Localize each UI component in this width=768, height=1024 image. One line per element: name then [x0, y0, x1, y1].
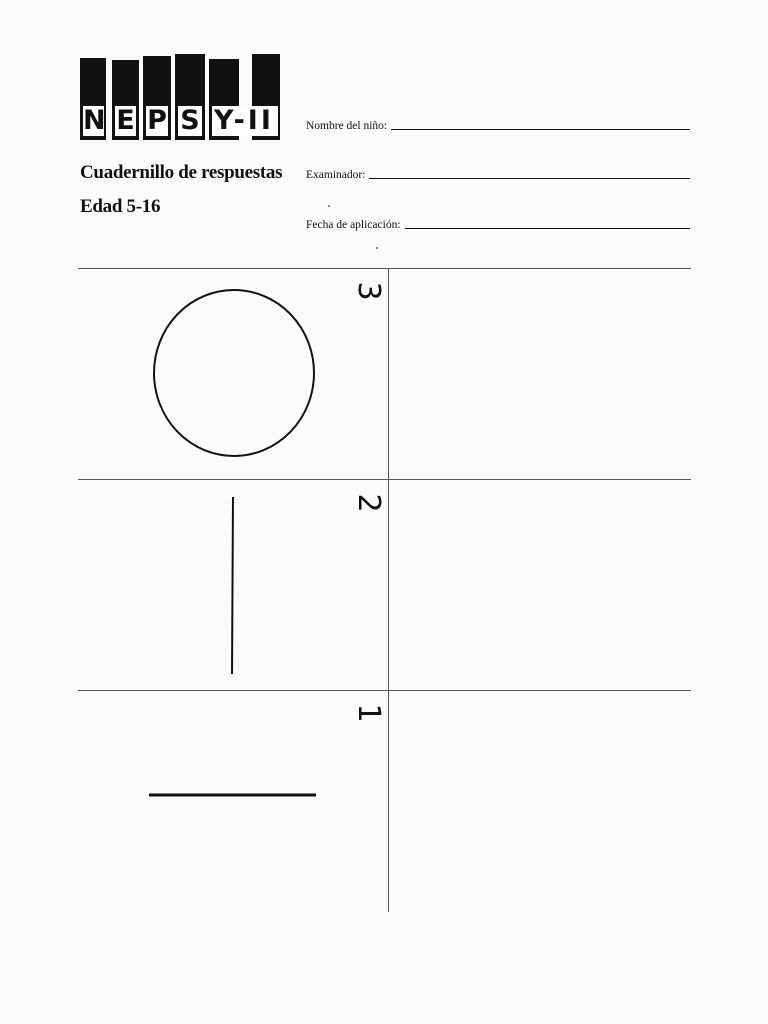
child-name-field[interactable] — [306, 116, 690, 132]
grid-line-lower — [78, 690, 691, 691]
examiner-line[interactable] — [369, 178, 690, 179]
examiner-field[interactable] — [306, 165, 690, 181]
date-label: Fecha de aplicación: — [306, 219, 401, 231]
drawing-area-2[interactable] — [390, 481, 690, 689]
model-vertical-line — [228, 496, 238, 676]
drawing-area-3[interactable] — [390, 270, 690, 478]
logo-letter-n: N — [83, 105, 106, 136]
grid-line-top — [78, 268, 691, 269]
logo-letter-y-ii: Y-II — [212, 106, 278, 136]
logo-letter-p: P — [147, 105, 167, 136]
logo-letter-s: S — [178, 106, 202, 136]
stray-dot — [328, 205, 330, 207]
date-field[interactable] — [306, 215, 690, 231]
drawing-area-1[interactable] — [390, 692, 690, 912]
grid-divider — [388, 268, 389, 912]
age-range: Edad 5-16 — [80, 196, 161, 217]
item-number-3: 3 — [351, 281, 386, 301]
examiner-label: Examinador: — [306, 169, 366, 181]
logo-letter-e: E — [116, 105, 135, 136]
stray-dot — [376, 247, 378, 249]
model-horizontal-line — [148, 790, 318, 800]
item-number-1: 1 — [351, 703, 386, 723]
grid-line-middle — [78, 479, 691, 480]
model-circle — [150, 287, 318, 459]
nepsy-logo — [80, 52, 280, 140]
booklet-title: Cuadernillo de respuestas — [80, 162, 283, 183]
child-name-line[interactable] — [391, 129, 690, 130]
item-number-2: 2 — [351, 493, 386, 513]
date-line[interactable] — [405, 228, 690, 229]
child-name-label: Nombre del niño: — [306, 120, 388, 132]
